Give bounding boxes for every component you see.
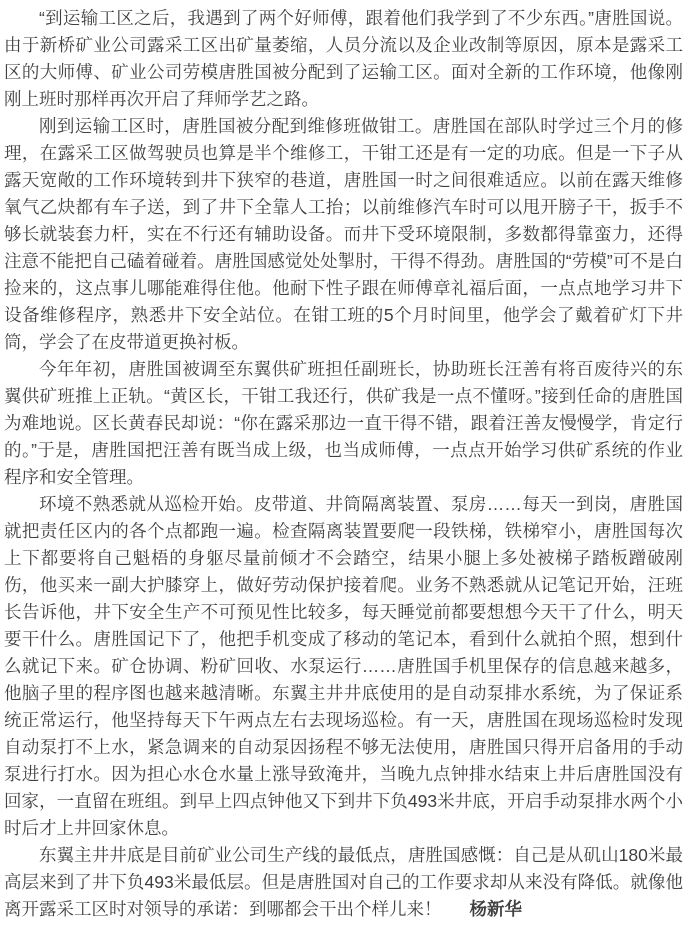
author-name: 杨新华 <box>469 899 522 919</box>
article-paragraph-5 <box>4 842 683 923</box>
article-paragraph-4: 环境不熟悉就从巡检开始。皮带道、井筒隔离装置、泵房……每天一到岗，唐胜国就把责任区内的各个点都跑一遍。检查隔离装置要爬一段铁梯，铁梯窄小，唐胜国每次上下都要将自己魁梧的身躯尽量前倾才不会踏空，结果小腿上多处被梯子踏板蹭破剐伤，他买来一副大护膝穿上，做好劳动保护接着爬。业务不熟悉就从记笔记开始，汪班长告诉他，井下安全生产不可预见性比较多，每天睡觉前都要想想今天干了什么，明天要干什么。唐胜国记下了，他把手机变成了移动的笔记本，看到什么就拍个照，想到什么就记下来。矿仓协调、粉矿回收、水泵运行……唐胜国手机里保存的信息越来越多，他脑子里的程序图也越来越清晰。东翼主井井底使用的是自动泵排水系统，为了保证系统正常运行，他坚持每天下午两点左右去现场巡检。有一天，唐胜国在现场巡检时发现自动泵打不上水，紧急调来的自动泵因扬程不够无法使用，唐胜国只得开启备用的手动泵进行打水。因为担心水仓水量上涨导致淹井，当晚九点钟排水结束上井后唐胜国没有回家，一直留在班组。到早上四点钟他又下到井下负493米井底，开启手动泵排水两个小时后才上井回家休息。 <box>4 494 683 838</box>
article-paragraph-2: 刚到运输工区时，唐胜国被分配到维修班做钳工。唐胜国在部队时学过三个月的修理，在露采工区做驾驶员也算是半个维修工，干钳工还是有一定的功底。但是一下子从露天宽敞的工作环境转到井下狭窄的巷道，唐胜国一时之间很难适应。以前在露天维修氧气乙炔都有车子送，到了井下全靠人工抬；以前维修汽车时可以甩开膀子干，扳手不够长就装套力杆，实在不行还有辅助设备。而井下受环境限制，多数都得靠蛮力，还得注意不能把自己磕着碰着。唐胜国感觉处处掣肘，干得不得劲。唐胜国的“劳模”可不是白捡来的，这点事儿哪能难得住他。他耐下性子跟在师傅章礼福后面，一点点地学习井下设备维修程序，熟悉井下安全站位。在钳工班的5个月时间里，他学会了戴着矿灯下井筒，学会了在皮带道更换衬板。 <box>4 116 683 352</box>
article-paragraph-1: “到运输工区之后，我遇到了两个好师傅，跟着他们我学到了不少东西。”唐胜国说。由于新桥矿业公司露采工区出矿量萎缩，人员分流以及企业改制等原因，原本是露采工区的大师傅、矿业公司劳模唐胜国被分配到了运输工区。面对全新的工作环境，他像刚刚上班时那样再次开启了拜师学艺之路。 <box>4 8 683 109</box>
article-paragraph-3: 今年年初，唐胜国被调至东翼供矿班担任副班长，协助班长汪善有将百废待兴的东翼供矿班推上正轨。“黄区长，干钳工我还行，供矿我是一点不懂呀。”接到任命的唐胜国为难地说。区长黄春民却说：“你在露采那边一直干得不错，跟着汪善友慢慢学，肯定行的。”于是，唐胜国把汪善有既当成上级，也当成师傅，一点点开始学习供矿系统的作业程序和安全管理。 <box>4 359 683 487</box>
article-paragraph-5-text: 东翼主井井底是目前矿业公司生产线的最低点，唐胜国感慨：自己是从矶山180米最高层来到了井下负493米最低层。但是唐胜国对自己的工作要求却从来没有降低。就像他离开露采工区时对领导的承诺：到哪都会干出个样儿来！ <box>4 845 683 919</box>
